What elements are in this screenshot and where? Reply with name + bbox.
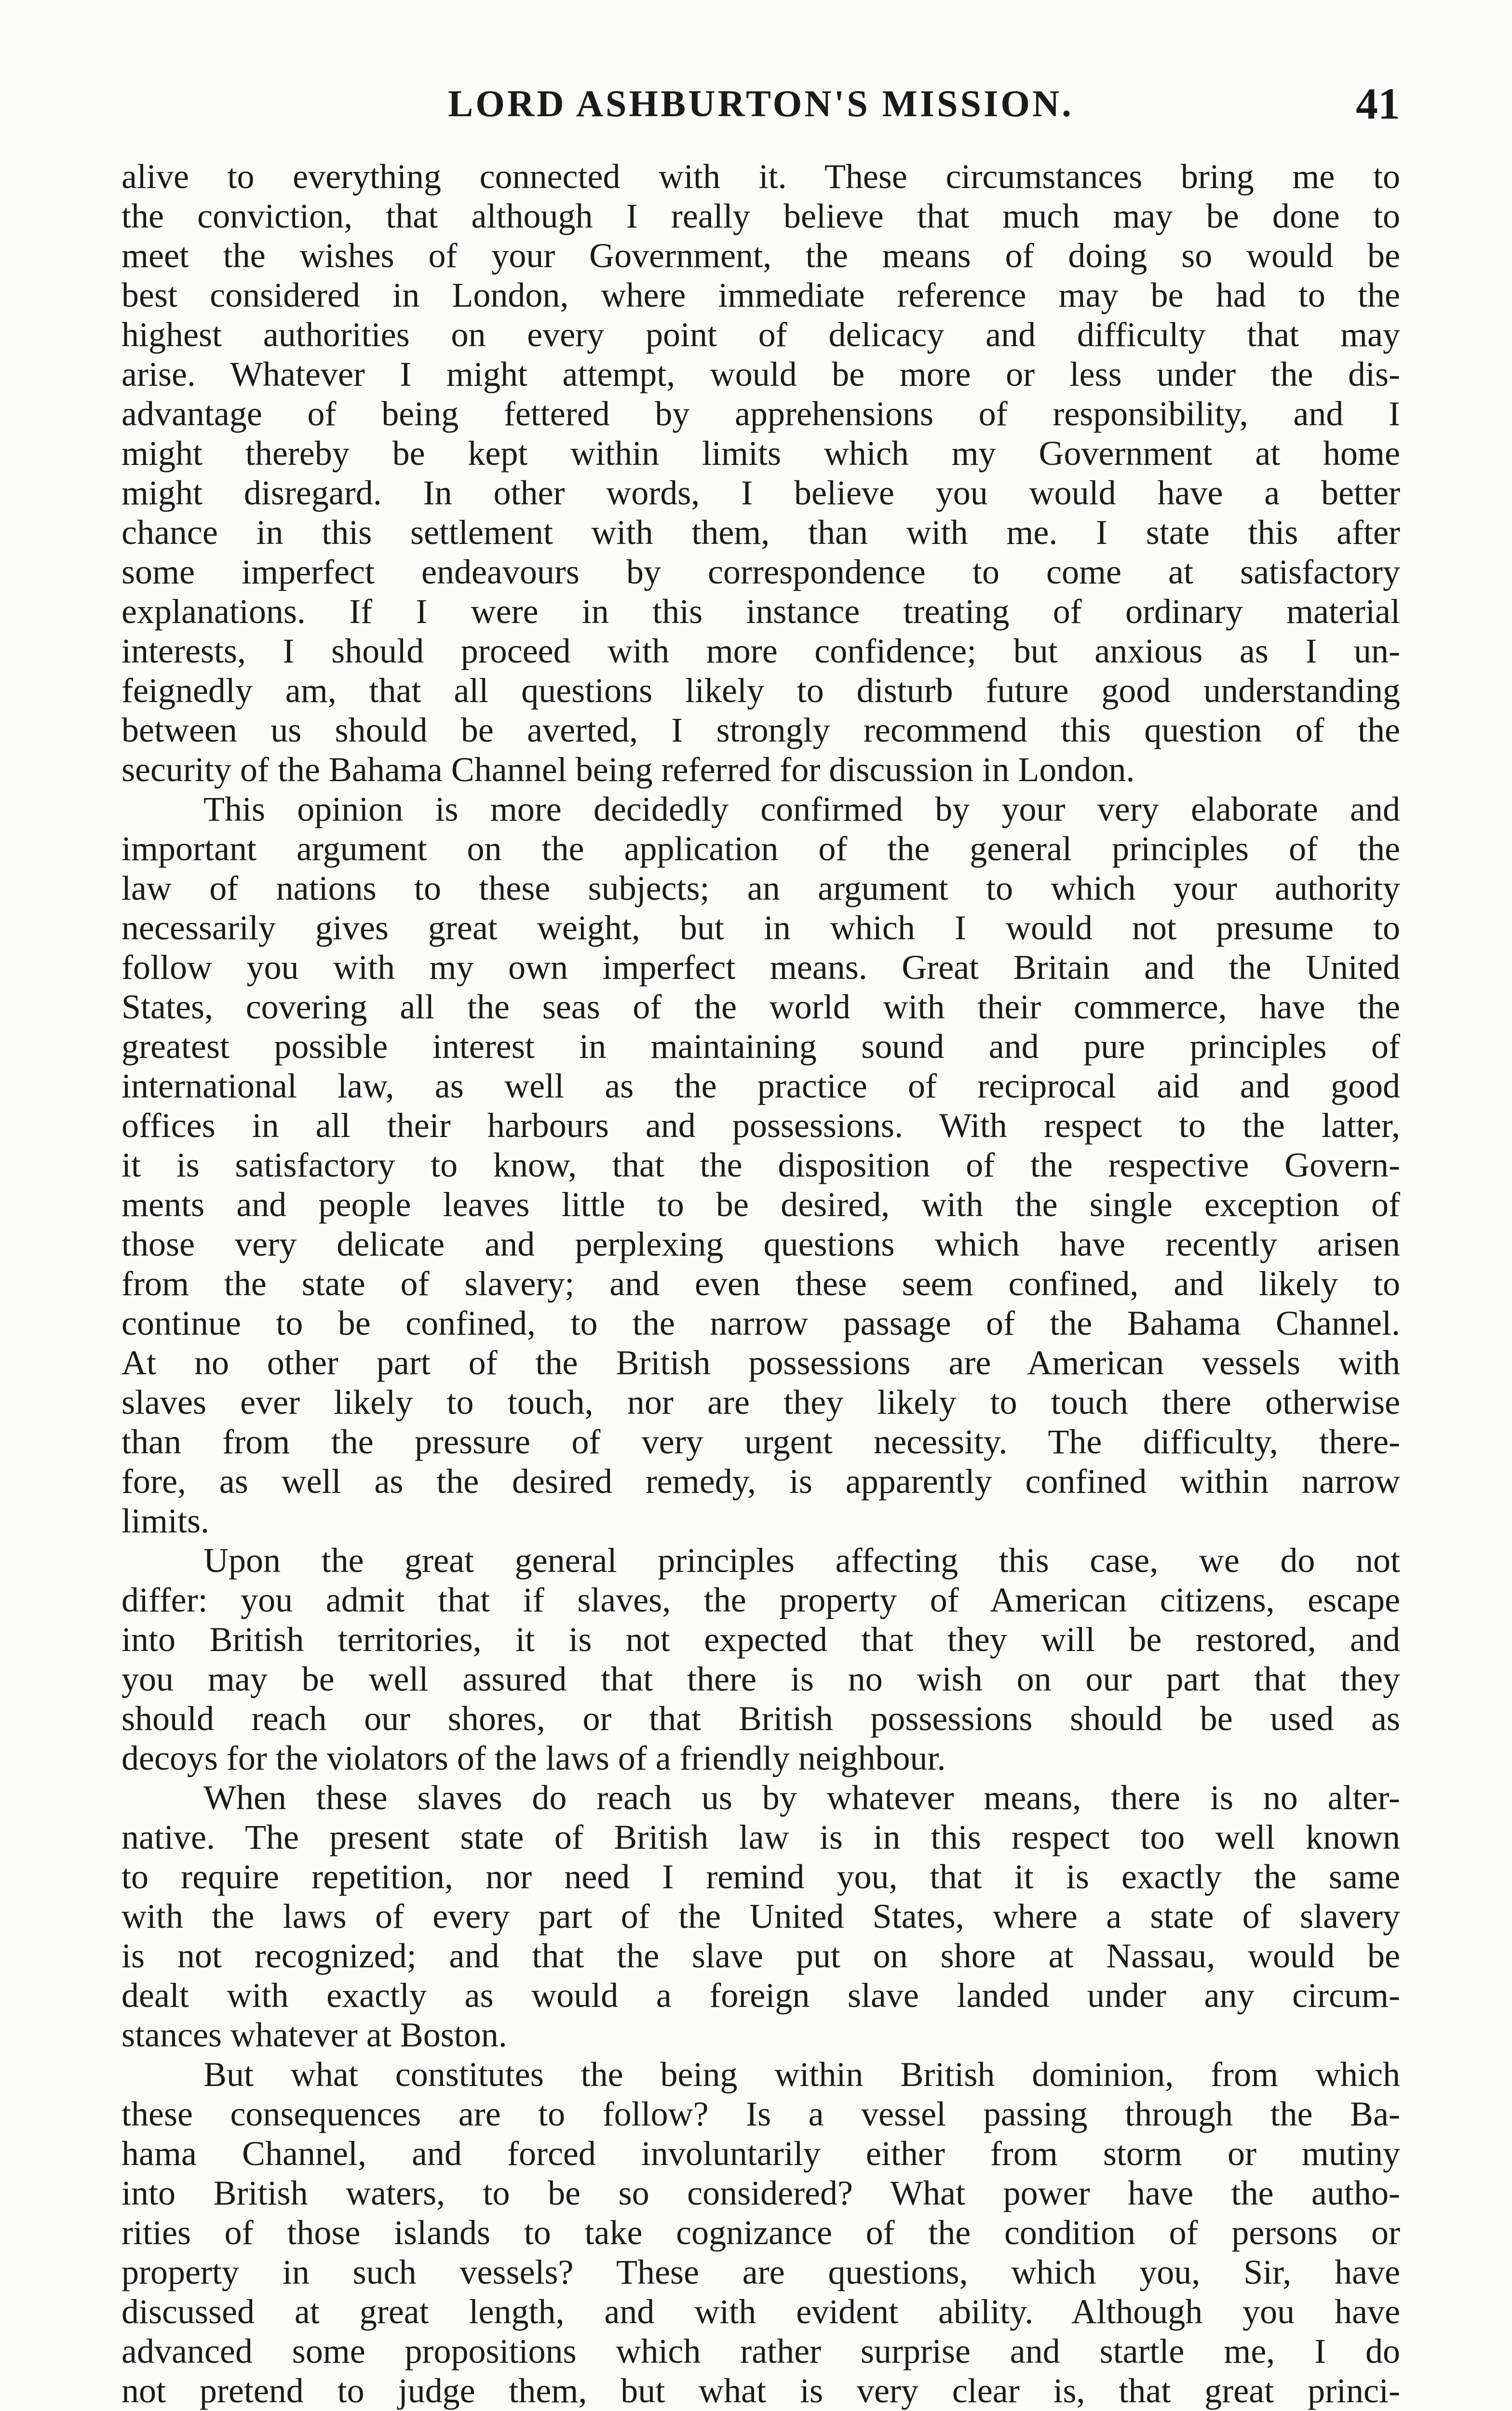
text-line: ments and people leaves little to be desired, with the single exception of: [122, 1185, 1400, 1224]
text-line: important argument on the application of the general principles of the: [122, 829, 1400, 868]
text-line: might disregard. In other words, I believe you would have a better: [122, 474, 1400, 512]
text-line: limits.: [122, 1502, 210, 1540]
text-line: At no other part of the British possessions are American vessels with: [122, 1343, 1400, 1382]
text-line: Upon the great general principles affecting this case, we do not: [203, 1541, 1400, 1580]
text-line: States, covering all the seas of the world with their commerce, have the: [122, 988, 1400, 1026]
text-line: continue to be confined, to the narrow passage of the Bahama Channel.: [122, 1304, 1400, 1342]
body-text: [122, 157, 1400, 2411]
text-line: might thereby be kept within limits which my Government at home: [122, 434, 1400, 473]
page-number: 41: [1356, 79, 1400, 128]
text-line: chance in this settlement with them, than with me. I state this after: [122, 513, 1400, 552]
text-line: the conviction, that although I really believe that much may be done to: [122, 197, 1400, 235]
text-line: stances whatever at Boston.: [122, 2016, 507, 2054]
text-line: greatest possible interest in maintaining sound and pure principles of: [122, 1027, 1400, 1066]
text-line: these consequences are to follow? Is a vessel passing through the Ba-: [122, 2095, 1400, 2133]
text-line: rities of those islands to take cognizance of the condition of persons or: [122, 2213, 1400, 2252]
text-line: it is satisfactory to know, that the disposition of the respective Govern-: [122, 1146, 1400, 1184]
text-line: with the laws of every part of the United States, where a state of slavery: [122, 1897, 1400, 1936]
text-line: not pretend to judge them, but what is very clear is, that great princi-: [122, 2371, 1400, 2410]
text-line: those very delicate and perplexing questions which have recently arisen: [122, 1225, 1400, 1263]
running-title: LORD ASHBURTON'S MISSION.: [448, 82, 1074, 124]
text-line: native. The present state of British law is in this respect too well known: [122, 1818, 1400, 1856]
text-line: into British territories, it is not expected that they will be restored, and: [122, 1620, 1400, 1659]
text-line: feignedly am, that all questions likely to disturb future good understanding: [122, 671, 1400, 710]
text-line: arise. Whatever I might attempt, would be more or less under the dis-: [122, 355, 1400, 393]
text-line: property in such vessels? These are questions, which you, Sir, have: [122, 2253, 1400, 2291]
text-line: best considered in London, where immediate reference may be had to the: [122, 276, 1400, 314]
text-line: explanations. If I were in this instance treating of ordinary material: [122, 592, 1400, 631]
text-line: hama Channel, and forced involuntarily either from storm or mutiny: [122, 2134, 1400, 2173]
text-line: advanced some propositions which rather surprise and startle me, I do: [122, 2332, 1400, 2370]
text-line: law of nations to these subjects; an argument to which your authority: [122, 869, 1400, 908]
text-line: meet the wishes of your Government, the means of doing so would be: [122, 236, 1400, 275]
text-line: interests, I should proceed with more confidence; but anxious as I un-: [122, 632, 1400, 670]
text-line: necessarily gives great weight, but in which I would not presume to: [122, 908, 1400, 947]
text-line: This opinion is more decidedly confirmed by your very elaborate and: [203, 790, 1400, 828]
text-line: security of the Bahama Channel being referred for discussion in London.: [122, 750, 1135, 789]
text-line: should reach our shores, or that British possessions should be used as: [122, 1699, 1400, 1738]
text-line: some imperfect endeavours by correspondence to come at satisfactory: [122, 553, 1400, 591]
text-line: offices in all their harbours and possessions. With respect to the latter,: [122, 1106, 1400, 1145]
text-line: advantage of being fettered by apprehensions of responsibility, and I: [122, 394, 1400, 433]
text-line: into British waters, to be so considered? What power have the autho-: [122, 2174, 1400, 2212]
text-line: decoys for the violators of the laws of a friendly neighbour.: [122, 1739, 946, 1777]
text-line: slaves ever likely to touch, nor are they likely to touch there otherwise: [122, 1383, 1400, 1422]
text-line: discussed at great length, and with evident ability. Although you have: [122, 2292, 1400, 2331]
text-line: dealt with exactly as would a foreign slave landed under any circum-: [122, 1976, 1400, 2015]
text-line: between us should be averted, I strongly recommend this question of the: [122, 711, 1400, 749]
text-line: to require repetition, nor need I remind you, that it is exactly the same: [122, 1857, 1400, 1896]
text-line: follow you with my own imperfect means. Great Britain and the United: [122, 948, 1400, 987]
text-line: is not recognized; and that the slave put on shore at Nassau, would be: [122, 1937, 1400, 1975]
text-line: alive to everything connected with it. These circumstances bring me to: [122, 157, 1400, 196]
text-line: highest authorities on every point of delicacy and difficulty that may: [122, 315, 1400, 354]
text-line: than from the pressure of very urgent necessity. The difficulty, there-: [122, 1422, 1400, 1461]
text-line: from the state of slavery; and even these seem confined, and likely to: [122, 1264, 1400, 1303]
text-line: fore, as well as the desired remedy, is apparently confined within narrow: [122, 1462, 1400, 1501]
text-line: differ: you admit that if slaves, the property of American citizens, escape: [122, 1581, 1400, 1619]
text-line: But what constitutes the being within British dominion, from which: [203, 2055, 1400, 2094]
text-line: When these slaves do reach us by whatever means, there is no alter-: [203, 1778, 1400, 1817]
running-head: [122, 72, 1400, 145]
text-line: you may be well assured that there is no wish on our part that they: [122, 1660, 1400, 1698]
text-line: international law, as well as the practice of reciprocal aid and good: [122, 1067, 1400, 1105]
